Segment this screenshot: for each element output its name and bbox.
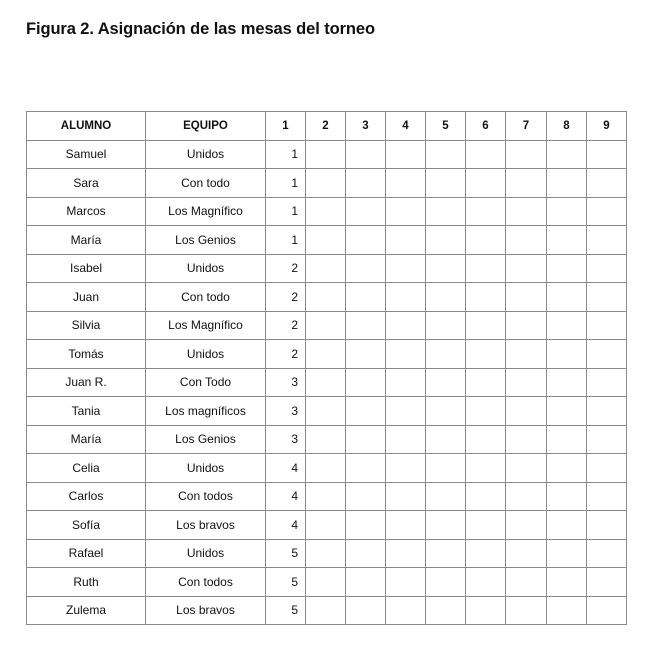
empty-round-cell [506, 283, 547, 312]
mesa-cell: 4 [266, 454, 306, 483]
table-row [27, 397, 627, 426]
empty-round-cell [587, 454, 627, 483]
table-row [27, 425, 627, 454]
empty-round-cell [587, 539, 627, 568]
empty-round-cell [346, 169, 386, 198]
empty-round-cell [346, 511, 386, 540]
alumno-cell: Carlos [27, 482, 146, 511]
empty-round-cell [587, 169, 627, 198]
empty-round-cell [426, 568, 466, 597]
empty-round-cell [587, 197, 627, 226]
empty-round-cell [587, 397, 627, 426]
empty-round-cell [386, 596, 426, 625]
equipo-cell: Los Genios [146, 425, 266, 454]
empty-round-cell [386, 454, 426, 483]
column-header-mesa-3: 3 [346, 112, 386, 141]
mesa-cell: 4 [266, 511, 306, 540]
empty-round-cell [587, 568, 627, 597]
mesa-cell: 2 [266, 254, 306, 283]
table-row [27, 254, 627, 283]
empty-round-cell [506, 254, 547, 283]
empty-round-cell [426, 454, 466, 483]
mesa-cell: 5 [266, 568, 306, 597]
empty-round-cell [587, 226, 627, 255]
empty-round-cell [426, 511, 466, 540]
mesa-cell: 2 [266, 283, 306, 312]
empty-round-cell [547, 511, 587, 540]
empty-round-cell [386, 425, 426, 454]
alumno-cell: María [27, 425, 146, 454]
alumno-cell: Silvia [27, 311, 146, 340]
empty-round-cell [386, 340, 426, 369]
empty-round-cell [587, 311, 627, 340]
empty-round-cell [426, 140, 466, 169]
equipo-cell: Los magníficos [146, 397, 266, 426]
empty-round-cell [306, 197, 346, 226]
table-row [27, 169, 627, 198]
empty-round-cell [346, 425, 386, 454]
empty-round-cell [386, 311, 426, 340]
column-header-mesa-6: 6 [466, 112, 506, 141]
empty-round-cell [506, 340, 547, 369]
empty-round-cell [466, 368, 506, 397]
alumno-cell: Sara [27, 169, 146, 198]
empty-round-cell [466, 397, 506, 426]
empty-round-cell [547, 539, 587, 568]
mesa-cell: 4 [266, 482, 306, 511]
mesa-cell: 5 [266, 539, 306, 568]
alumno-cell: Tania [27, 397, 146, 426]
table-body [27, 140, 627, 625]
empty-round-cell [466, 311, 506, 340]
alumno-cell: Isabel [27, 254, 146, 283]
empty-round-cell [547, 368, 587, 397]
empty-round-cell [386, 482, 426, 511]
empty-round-cell [306, 311, 346, 340]
equipo-cell: Unidos [146, 454, 266, 483]
empty-round-cell [426, 596, 466, 625]
empty-round-cell [346, 482, 386, 511]
empty-round-cell [587, 482, 627, 511]
mesa-cell: 3 [266, 397, 306, 426]
empty-round-cell [346, 340, 386, 369]
empty-round-cell [386, 511, 426, 540]
empty-round-cell [386, 254, 426, 283]
empty-round-cell [306, 425, 346, 454]
table-row [27, 568, 627, 597]
empty-round-cell [547, 311, 587, 340]
empty-round-cell [506, 197, 547, 226]
empty-round-cell [346, 539, 386, 568]
empty-round-cell [306, 169, 346, 198]
empty-round-cell [547, 226, 587, 255]
equipo-cell: Los Magnífico [146, 311, 266, 340]
empty-round-cell [346, 197, 386, 226]
empty-round-cell [426, 197, 466, 226]
figure-title: Figura 2. Asignación de las mesas del torneo [26, 20, 375, 38]
mesa-cell: 2 [266, 311, 306, 340]
table-row [27, 140, 627, 169]
empty-round-cell [426, 368, 466, 397]
equipo-cell: Con Todo [146, 368, 266, 397]
empty-round-cell [386, 283, 426, 312]
empty-round-cell [547, 482, 587, 511]
empty-round-cell [587, 596, 627, 625]
empty-round-cell [346, 254, 386, 283]
column-header-mesa-5: 5 [426, 112, 466, 141]
column-header-mesa-1: 1 [266, 112, 306, 141]
empty-round-cell [466, 596, 506, 625]
empty-round-cell [386, 226, 426, 255]
empty-round-cell [506, 169, 547, 198]
equipo-cell: Unidos [146, 140, 266, 169]
table-row [27, 283, 627, 312]
empty-round-cell [506, 596, 547, 625]
empty-round-cell [426, 311, 466, 340]
equipo-cell: Los Magnífico [146, 197, 266, 226]
table-row [27, 197, 627, 226]
empty-round-cell [426, 539, 466, 568]
empty-round-cell [547, 568, 587, 597]
table-row [27, 226, 627, 255]
column-header-mesa-2: 2 [306, 112, 346, 141]
empty-round-cell [547, 340, 587, 369]
mesa-cell: 1 [266, 140, 306, 169]
empty-round-cell [466, 140, 506, 169]
table-row [27, 340, 627, 369]
empty-round-cell [306, 596, 346, 625]
empty-round-cell [506, 140, 547, 169]
empty-round-cell [466, 482, 506, 511]
empty-round-cell [547, 454, 587, 483]
empty-round-cell [547, 140, 587, 169]
empty-round-cell [506, 511, 547, 540]
table-row [27, 368, 627, 397]
empty-round-cell [346, 226, 386, 255]
empty-round-cell [426, 169, 466, 198]
table-row [27, 596, 627, 625]
empty-round-cell [506, 539, 547, 568]
empty-round-cell [506, 482, 547, 511]
empty-round-cell [466, 511, 506, 540]
mesa-cell: 5 [266, 596, 306, 625]
empty-round-cell [306, 482, 346, 511]
empty-round-cell [547, 283, 587, 312]
empty-round-cell [426, 425, 466, 454]
empty-round-cell [587, 340, 627, 369]
empty-round-cell [426, 254, 466, 283]
empty-round-cell [306, 511, 346, 540]
alumno-cell: Marcos [27, 197, 146, 226]
empty-round-cell [587, 368, 627, 397]
equipo-cell: Unidos [146, 539, 266, 568]
empty-round-cell [306, 226, 346, 255]
empty-round-cell [346, 454, 386, 483]
empty-round-cell [346, 568, 386, 597]
empty-round-cell [466, 226, 506, 255]
empty-round-cell [506, 568, 547, 597]
empty-round-cell [506, 226, 547, 255]
alumno-cell: María [27, 226, 146, 255]
empty-round-cell [346, 397, 386, 426]
equipo-cell: Los bravos [146, 596, 266, 625]
empty-round-cell [547, 197, 587, 226]
empty-round-cell [466, 568, 506, 597]
empty-round-cell [306, 254, 346, 283]
empty-round-cell [466, 254, 506, 283]
empty-round-cell [506, 368, 547, 397]
alumno-cell: Sofía [27, 511, 146, 540]
equipo-cell: Unidos [146, 254, 266, 283]
column-header-equipo: EQUIPO [146, 112, 266, 141]
empty-round-cell [466, 197, 506, 226]
empty-round-cell [587, 511, 627, 540]
empty-round-cell [587, 425, 627, 454]
empty-round-cell [306, 368, 346, 397]
empty-round-cell [466, 425, 506, 454]
empty-round-cell [346, 368, 386, 397]
empty-round-cell [426, 482, 466, 511]
empty-round-cell [547, 254, 587, 283]
empty-round-cell [386, 197, 426, 226]
alumno-cell: Juan R. [27, 368, 146, 397]
table-row [27, 454, 627, 483]
empty-round-cell [426, 226, 466, 255]
table-row [27, 539, 627, 568]
assignment-table [26, 111, 627, 625]
empty-round-cell [426, 283, 466, 312]
alumno-cell: Rafael [27, 539, 146, 568]
equipo-cell: Los Genios [146, 226, 266, 255]
column-header-mesa-8: 8 [547, 112, 587, 141]
empty-round-cell [386, 539, 426, 568]
empty-round-cell [386, 169, 426, 198]
empty-round-cell [587, 283, 627, 312]
empty-round-cell [466, 454, 506, 483]
empty-round-cell [346, 140, 386, 169]
empty-round-cell [426, 340, 466, 369]
mesa-cell: 3 [266, 425, 306, 454]
empty-round-cell [386, 368, 426, 397]
column-header-mesa-9: 9 [587, 112, 627, 141]
empty-round-cell [547, 169, 587, 198]
alumno-cell: Ruth [27, 568, 146, 597]
alumno-cell: Tomás [27, 340, 146, 369]
alumno-cell: Samuel [27, 140, 146, 169]
empty-round-cell [306, 140, 346, 169]
equipo-cell: Los bravos [146, 511, 266, 540]
empty-round-cell [547, 596, 587, 625]
empty-round-cell [306, 283, 346, 312]
mesa-cell: 2 [266, 340, 306, 369]
empty-round-cell [306, 397, 346, 426]
mesa-cell: 1 [266, 226, 306, 255]
empty-round-cell [506, 425, 547, 454]
column-header-alumno: ALUMNO [27, 112, 146, 141]
empty-round-cell [306, 539, 346, 568]
header-row [27, 112, 627, 141]
empty-round-cell [506, 311, 547, 340]
empty-round-cell [346, 283, 386, 312]
empty-round-cell [466, 283, 506, 312]
mesa-cell: 1 [266, 169, 306, 198]
table-row [27, 511, 627, 540]
empty-round-cell [547, 397, 587, 426]
empty-round-cell [306, 340, 346, 369]
empty-round-cell [506, 454, 547, 483]
column-header-mesa-7: 7 [506, 112, 547, 141]
empty-round-cell [466, 169, 506, 198]
empty-round-cell [346, 311, 386, 340]
equipo-cell: Con todo [146, 169, 266, 198]
empty-round-cell [386, 568, 426, 597]
empty-round-cell [426, 397, 466, 426]
empty-round-cell [346, 596, 386, 625]
empty-round-cell [547, 425, 587, 454]
equipo-cell: Con todo [146, 283, 266, 312]
table-row [27, 311, 627, 340]
empty-round-cell [306, 568, 346, 597]
empty-round-cell [386, 397, 426, 426]
equipo-cell: Con todos [146, 568, 266, 597]
table-row [27, 482, 627, 511]
empty-round-cell [506, 397, 547, 426]
equipo-cell: Unidos [146, 340, 266, 369]
empty-round-cell [466, 340, 506, 369]
empty-round-cell [386, 140, 426, 169]
alumno-cell: Zulema [27, 596, 146, 625]
alumno-cell: Juan [27, 283, 146, 312]
empty-round-cell [466, 539, 506, 568]
empty-round-cell [306, 454, 346, 483]
empty-round-cell [587, 254, 627, 283]
column-header-mesa-4: 4 [386, 112, 426, 141]
equipo-cell: Con todos [146, 482, 266, 511]
mesa-cell: 3 [266, 368, 306, 397]
empty-round-cell [587, 140, 627, 169]
alumno-cell: Celia [27, 454, 146, 483]
mesa-cell: 1 [266, 197, 306, 226]
